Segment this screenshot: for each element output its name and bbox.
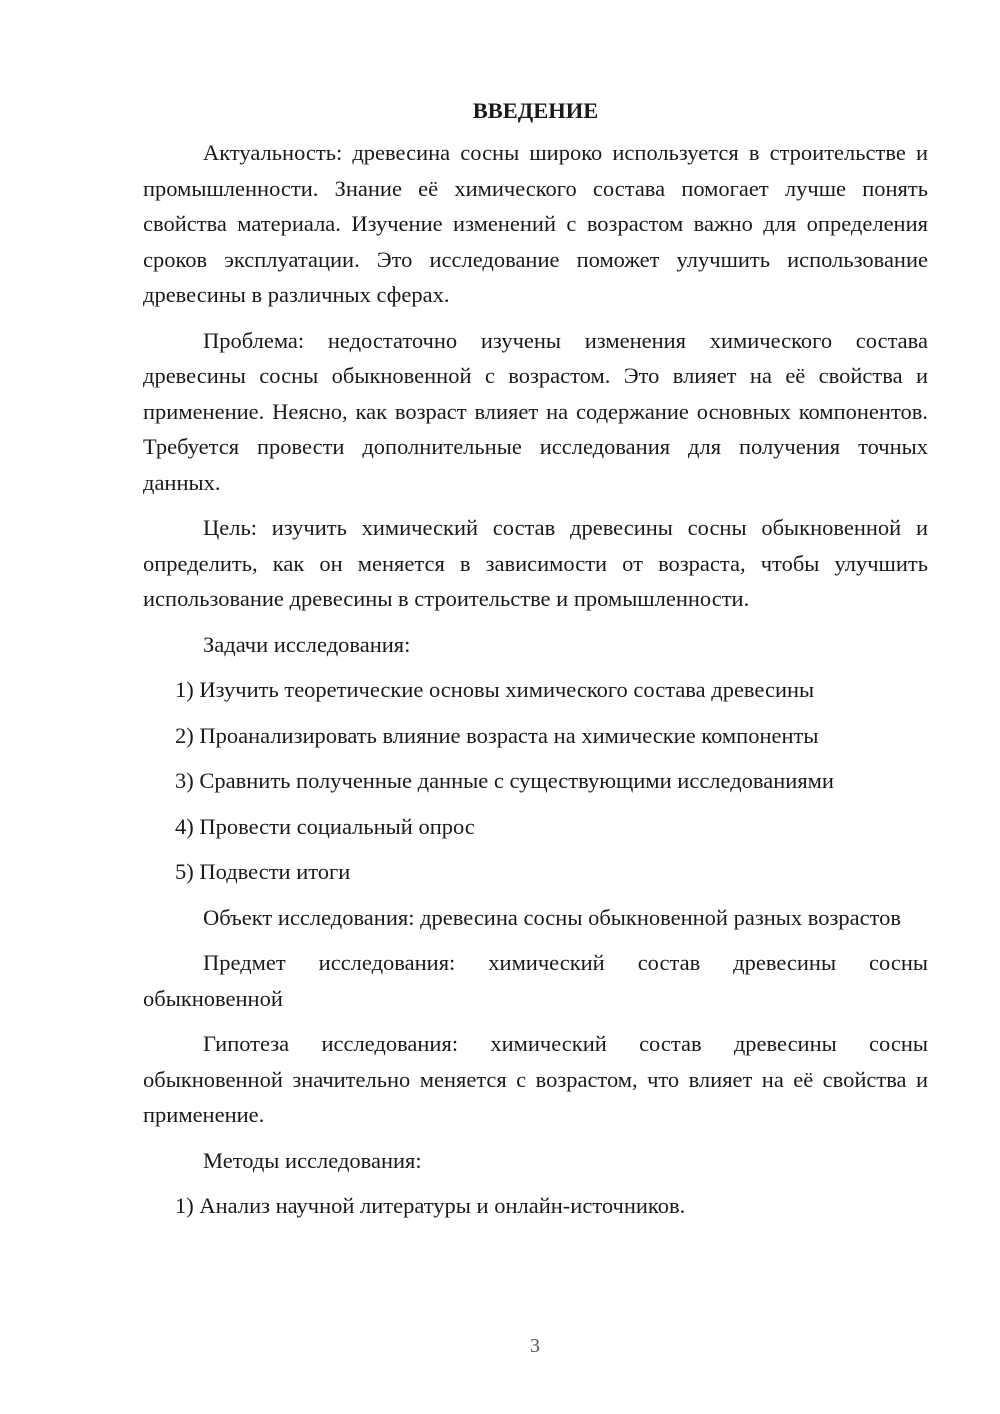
list-item: 1) Анализ научной литературы и онлайн-источников. xyxy=(175,1193,686,1218)
list-item: 4) Провести социальный опрос xyxy=(175,813,475,839)
methods-heading: Методы исследования: xyxy=(203,1147,422,1173)
page-content xyxy=(143,97,928,1234)
page-number: 3 xyxy=(530,1335,540,1357)
goal-paragraph: Цель: изучить химический состав древесины сосны обыкновенной и определить, как он меняется в зависимости от возраста, чтобы улучшить использование древесины в строительстве и промышленности. xyxy=(143,515,928,611)
relevance-paragraph: Актуальность: древесина сосны широко используется в строительстве и промышленности. Знание её химического состава помогает лучше понять свойства материала. Изучение изменений с возрастом важно для определения сроков эксплуатации. Это исследование поможет улучшить использование древесины в различных сферах. xyxy=(143,140,928,307)
hypothesis-paragraph: Гипотеза исследования: химический состав древесины сосны обыкновенной значительно меняется с возрастом, что влияет на её свойства и применение. xyxy=(143,1031,928,1127)
list-item: 5) Подвести итоги xyxy=(175,859,351,884)
list-item: 2) Проанализировать влияние возраста на химические компоненты xyxy=(175,722,819,748)
subject-paragraph: Предмет исследования: химический состав древесины сосны обыкновенной xyxy=(143,950,928,1011)
problem-paragraph: Проблема: недостаточно изучены изменения химического состава древесины сосны обыкновенной с возрастом. Это влияет на её свойства и применение. Неясно, как возраст влияет на содержание основных компонентов. Требуется провести дополнительные исследования для получения точных данных. xyxy=(143,327,928,495)
list-item: 3) Сравнить полученные данные с существующими исследованиями xyxy=(175,768,834,793)
tasks-list xyxy=(143,672,928,890)
list-item: 1) Изучить теоретические основы химического состава древесины xyxy=(175,677,815,702)
methods-list xyxy=(143,1188,928,1224)
page-title: ВВЕДЕНИЕ xyxy=(472,98,599,123)
object-paragraph: Объект исследования: древесина сосны обыкновенной разных возрастов xyxy=(203,904,901,930)
tasks-heading: Задачи исследования: xyxy=(203,631,411,657)
